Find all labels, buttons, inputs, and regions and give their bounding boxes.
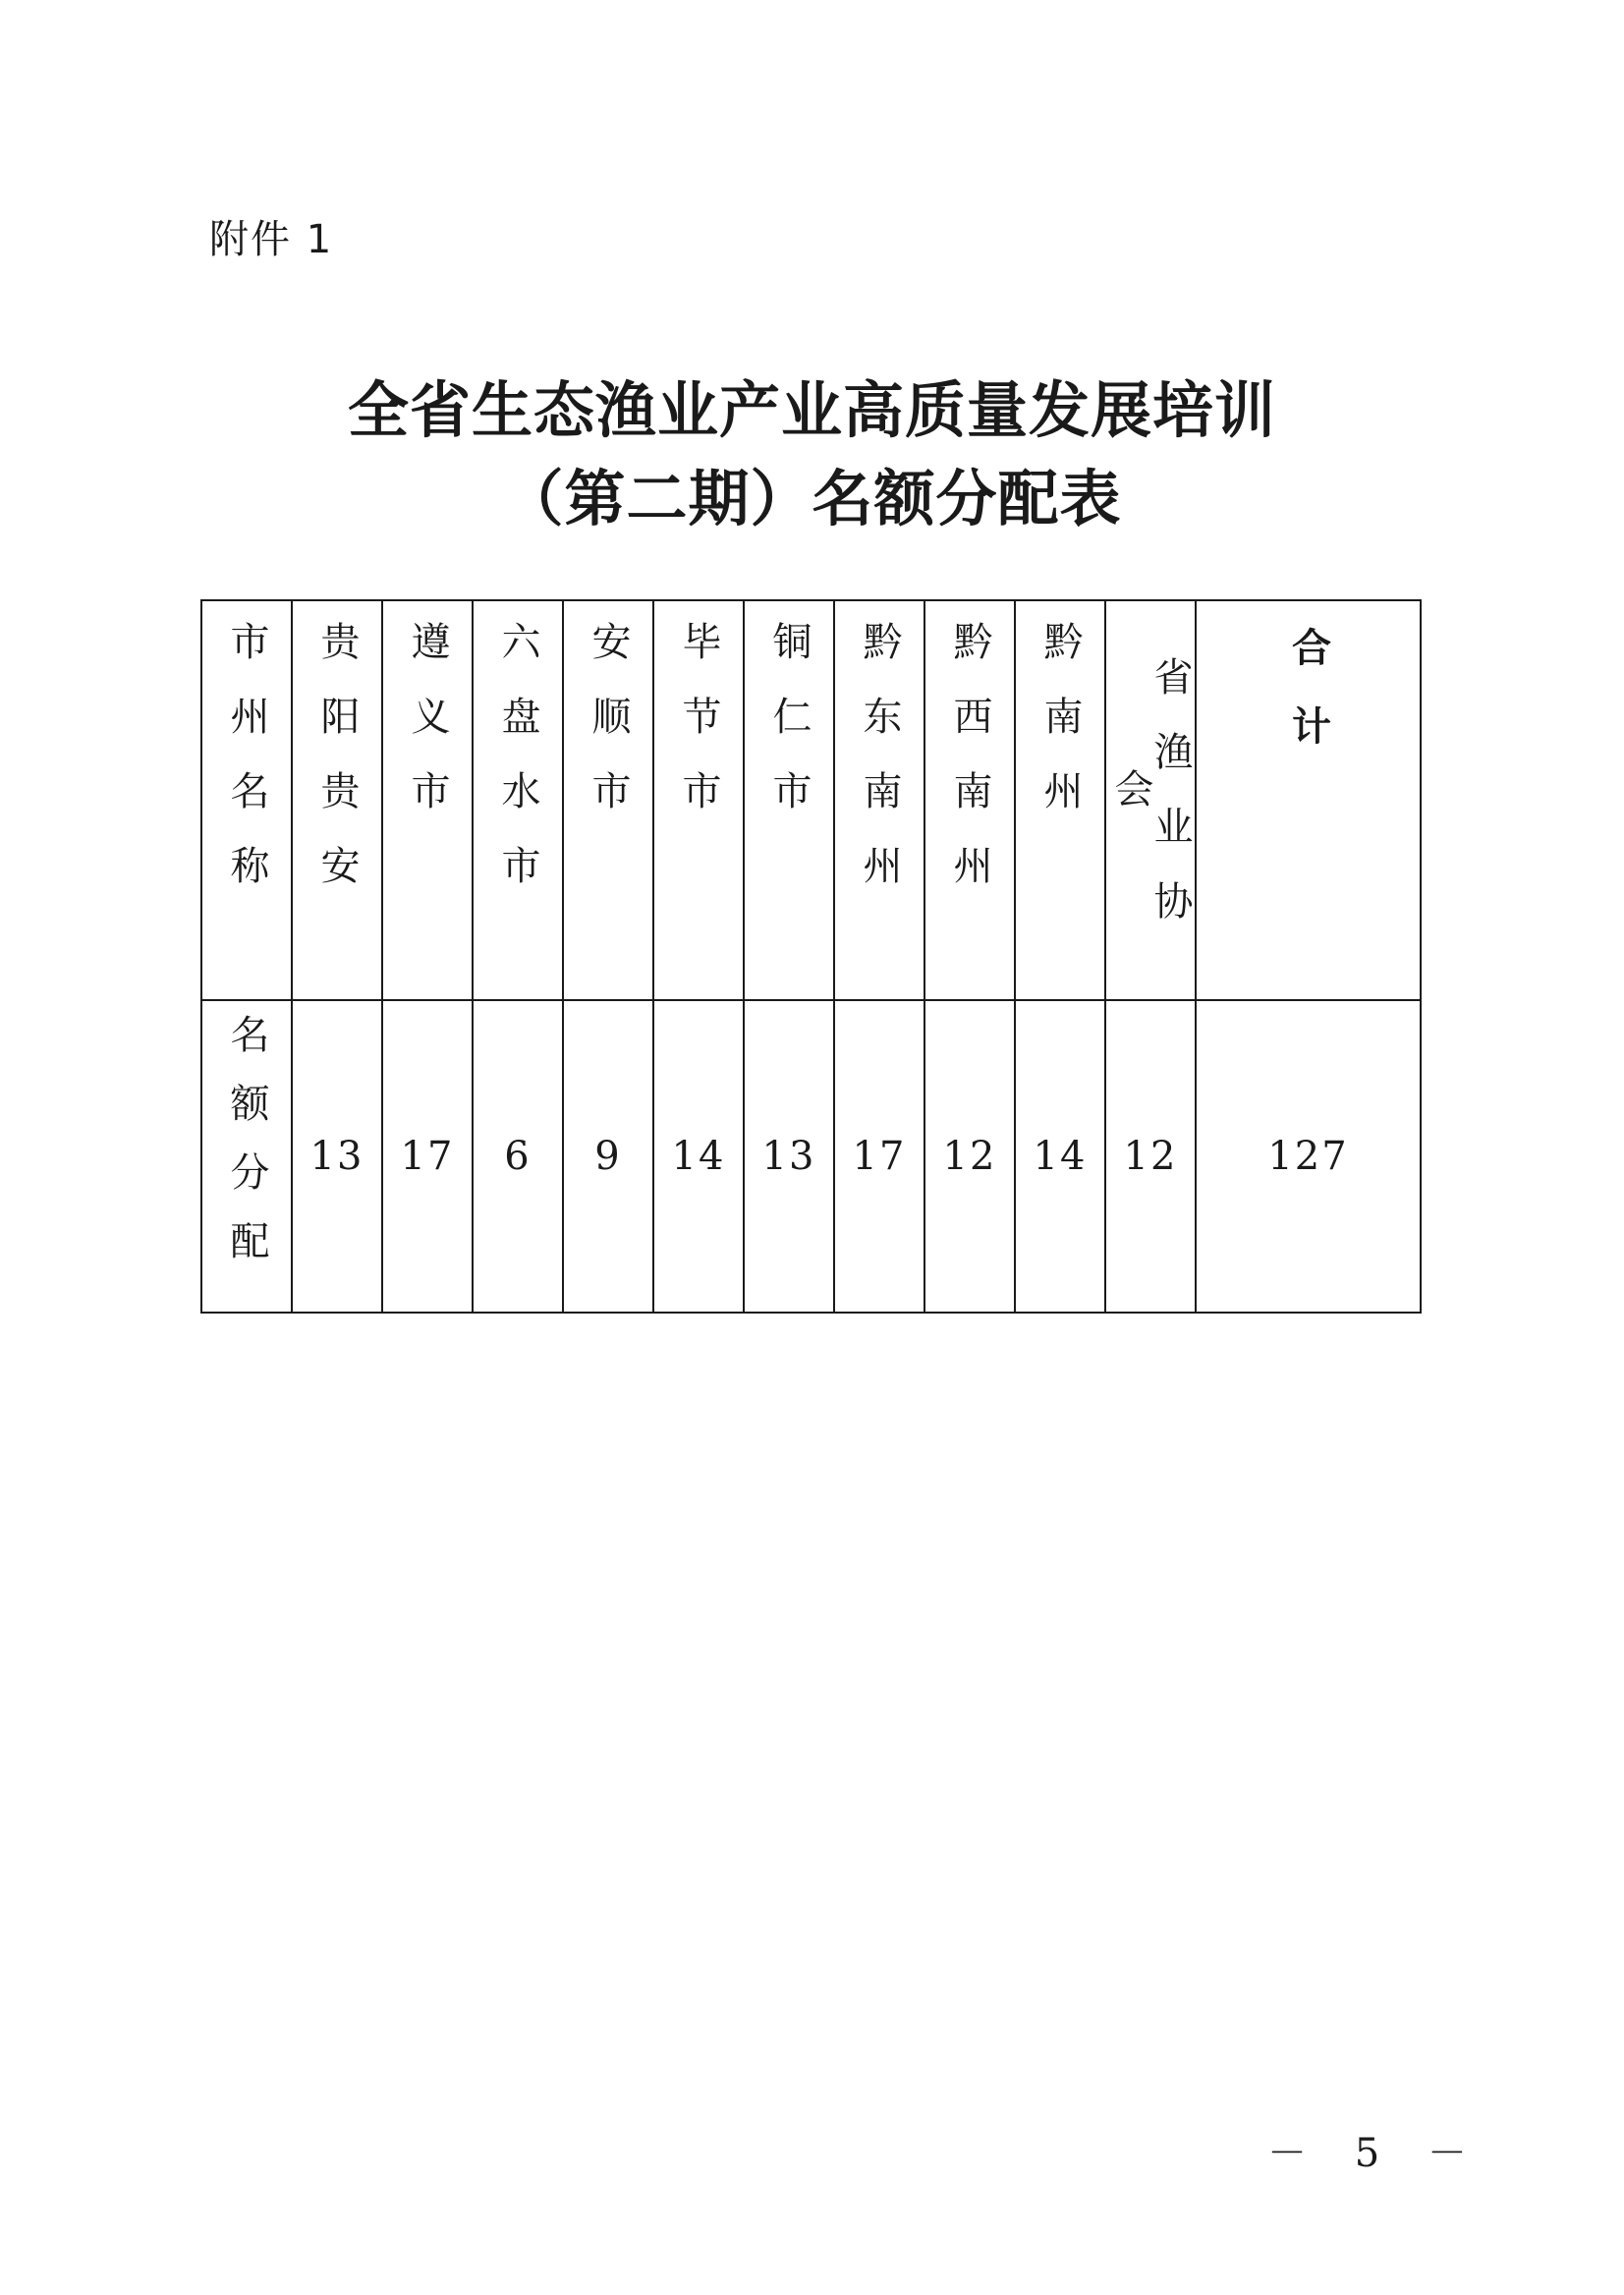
document-title-line-1: 全省生态渔业产业高质量发展培训 bbox=[347, 374, 1276, 446]
region-cell: 黔东南州 bbox=[834, 600, 924, 1000]
quota-cell: 9 bbox=[563, 1000, 653, 1313]
row-header-quota: 名额分配 bbox=[201, 1000, 292, 1313]
table-row-regions bbox=[201, 600, 1421, 1000]
document-title-line-2: （第二期）名额分配表 bbox=[502, 463, 1122, 534]
quota-cell: 12 bbox=[1105, 1000, 1196, 1313]
quota-cell: 17 bbox=[382, 1000, 473, 1313]
region-cell: 黔西南州 bbox=[924, 600, 1015, 1000]
region-cell: 毕节市 bbox=[653, 600, 744, 1000]
attachment-label: 附件 1 bbox=[209, 217, 334, 262]
region-cell: 六盘水市 bbox=[473, 600, 563, 1000]
quota-cell: 6 bbox=[473, 1000, 563, 1313]
total-value-cell: 127 bbox=[1196, 1000, 1421, 1313]
region-cell: 黔南州 bbox=[1015, 600, 1105, 1000]
quota-cell: 13 bbox=[744, 1000, 834, 1313]
region-cell: 贵阳贵安 bbox=[292, 600, 382, 1000]
quota-cell: 14 bbox=[653, 1000, 744, 1313]
table-row-quotas bbox=[201, 1000, 1421, 1313]
quota-cell: 17 bbox=[834, 1000, 924, 1313]
quota-cell: 13 bbox=[292, 1000, 382, 1313]
quota-cell: 14 bbox=[1015, 1000, 1105, 1313]
region-cell: 遵义市 bbox=[382, 600, 473, 1000]
region-cell: 省渔业协会 bbox=[1105, 600, 1196, 1000]
total-header-cell: 合计 bbox=[1196, 600, 1421, 1000]
quota-cell: 12 bbox=[924, 1000, 1015, 1313]
region-cell: 安顺市 bbox=[563, 600, 653, 1000]
row-header-regions: 市州名称 bbox=[201, 600, 292, 1000]
quota-allocation-table bbox=[200, 599, 1422, 1314]
region-cell: 铜仁市 bbox=[744, 600, 834, 1000]
page-number: － 5 － bbox=[1267, 2131, 1484, 2176]
